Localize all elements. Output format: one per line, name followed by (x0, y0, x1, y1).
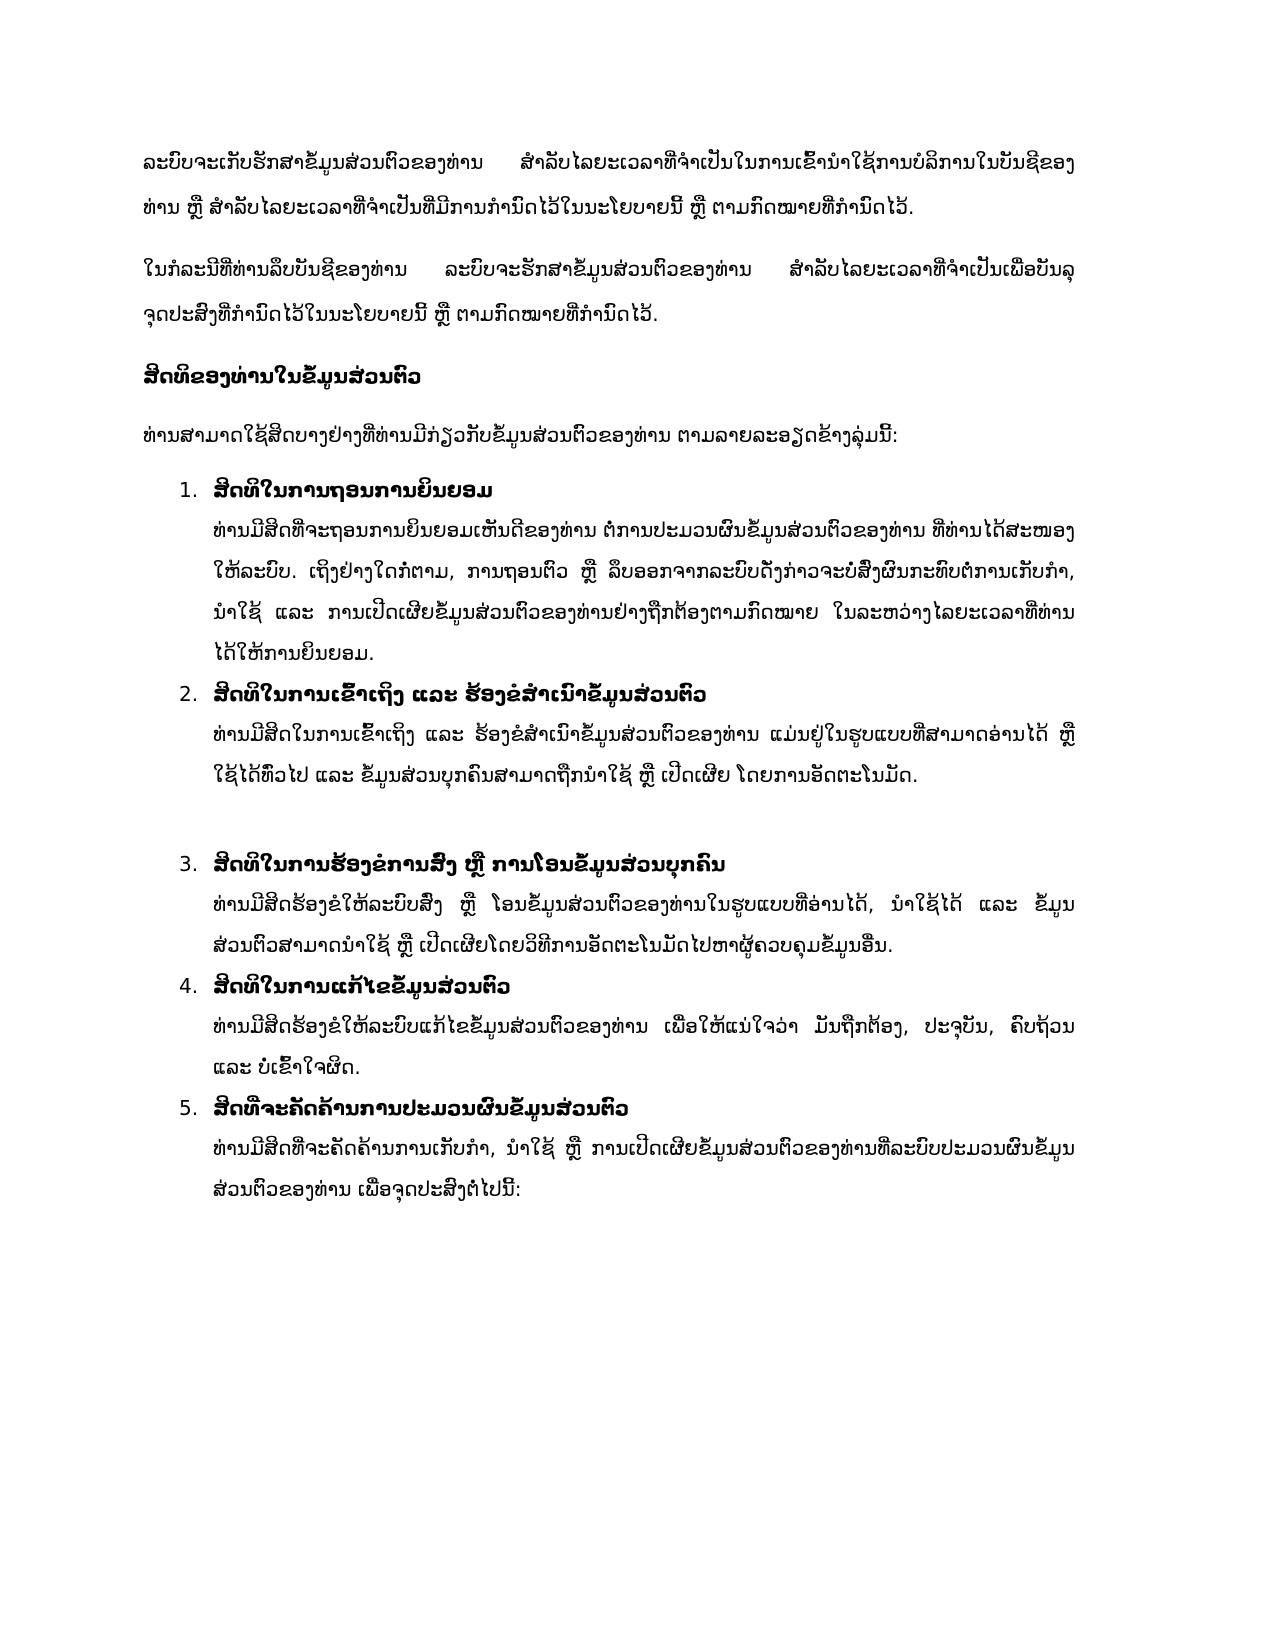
right-title: ສິດທິໃນການຮ້ອງຂໍການສົ່ງ ຫຼື ການໂອນຂໍ້ມູນສ່ວນບຸກຄົນ (213, 852, 726, 876)
right-item-data-portability (143, 844, 1075, 966)
right-item-withdraw-consent (143, 470, 1075, 674)
right-body: ທ່ານມີສິດຮ້ອງຂໍໃຫ້ລະບົບສົ່ງ ຫຼື ໂອນຂໍ້ມູນສ່ວນຕົວຂອງທ່ານໃນຮູບແບບທີ່ອ່ານໄດ້, ນຳໃຊ້ໄດ້ ແລະ ຂໍ້ມູນສ່ວນຕົວສາມາດນຳໃຊ້ ຫຼື ເປີດເຜີຍໂດຍວິທີການອັດຕະໂນມັດໄປຫາຜູ້ຄວບຄຸມຂໍ້ມູນອື່ນ. (213, 892, 1075, 957)
list-number: 5. (179, 1096, 199, 1120)
document-page (143, 140, 1075, 1210)
right-body: ທ່ານມີສິດຮ້ອງຂໍໃຫ້ລະບົບແກ້ໄຂຂໍ້ມູນສ່ວນຕົວຂອງທ່ານ ເພື່ອໃຫ້ແນ່ໃຈວ່າ ມັນຖືກຕ້ອງ, ປະຈຸບັນ, ຄົບຖ້ວນ ແລະ ບໍ່ເຂົ້າໃຈຜິດ. (213, 1014, 1075, 1079)
rights-list (143, 470, 1075, 1210)
right-body: ທ່ານມີສິດທີ່ຈະຄັດຄ້ານການເກັບກຳ, ນຳໃຊ້ ຫຼື ການເປີດເຜີຍຂໍ້ມູນສ່ວນຕົວຂອງທ່ານທີ່ລະບົບປະມວນຜົນຂໍ້ມູນສ່ວນຕົວຂອງທ່ານ ເພື່ອຈຸດປະສົງຕໍ່ໄປນີ້: (213, 1136, 1075, 1201)
list-number: 3. (179, 852, 199, 876)
right-item-rectification (143, 966, 1075, 1088)
list-number: 1. (179, 478, 199, 502)
right-title: ສິດທິໃນການເຂົ້າເຖິງ ແລະ ຮ້ອງຂໍສຳເນົາຂໍ້ມູນສ່ວນຕົວ (213, 682, 707, 706)
section-heading: ສິດທິຂອງທ່ານໃນຂໍ້ມູນສ່ວນຕົວ (143, 364, 422, 388)
list-number: 4. (179, 974, 199, 998)
account-deletion-paragraph: ໃນກໍລະນີທີ່ທ່ານລຶບບັນຊີຂອງທ່ານ ລະບົບຈະຮັກສາຂໍ້ມູນສ່ວນຕົວຂອງທ່ານ ສຳລັບໄລຍະເວລາທີ່ຈຳເປັນເພື່ອບັນລຸຈຸດປະສົງທີ່ກຳນົດໄວ້ໃນນະໂຍບາຍນີ້ ຫຼື ຕາມກົດໝາຍທີ່ກຳນົດໄວ້. (143, 257, 1075, 326)
retention-paragraph: ລະບົບຈະເກັບຮັກສາຂໍ້ມູນສ່ວນຕົວຂອງທ່ານ ສຳລັບໄລຍະເວລາທີ່ຈຳເປັນໃນການເຂົ້ານຳໃຊ້ການບໍລິການໃນບັນຊີຂອງທ່ານ ຫຼື ສຳລັບໄລຍະເວລາທີ່ຈຳເປັນທີ່ມີການກຳນົດໄວ້ໃນນະໂຍບາຍນີ້ ຫຼື ຕາມກົດໝາຍທີ່ກຳນົດໄວ້. (143, 150, 1075, 219)
section-intro: ທ່ານສາມາດໃຊ້ສິດບາງຢ່າງທີ່ທ່ານມີກ່ຽວກັບຂໍ້ມູນສ່ວນຕົວຂອງທ່ານ ຕາມລາຍລະອຽດຂ້າງລຸ່ມນີ້: (143, 423, 899, 447)
right-body: ທ່ານມີສິດໃນການເຂົ້າເຖິງ ແລະ ຮ້ອງຂໍສຳເນົາຂໍ້ມູນສ່ວນຕົວຂອງທ່ານ ແມ່ນຢູ່ໃນຮູບແບບທີ່ສາມາດອ່ານໄດ້ ຫຼື ໃຊ້ໄດ້ທົ່ວໄປ ແລະ ຂໍ້ມູນສ່ວນບຸກຄົນສາມາດຖືກນຳໃຊ້ ຫຼື ເປີດເຜີຍ ໂດຍການອັດຕະໂນມັດ. (213, 722, 1075, 787)
right-body: ທ່ານມີສິດທີ່ຈະຖອນການຍິນຍອມເຫັນດີຂອງທ່ານ ຕໍ່ການປະມວນຜົນຂໍ້ມູນສ່ວນຕົວຂອງທ່ານ ທີ່ທ່ານໄດ້ສະໜອງໃຫ້ລະບົບ. ເຖິງຢ່າງໃດກໍ່ຕາມ, ການຖອນຕົວ ຫຼື ລຶບອອກຈາກລະບົບດັ່ງກ່າວຈະບໍ່ສົ່ງຜົນກະທົບຕໍ່ການເກັບກຳ, ນຳໃຊ້ ແລະ ການເປີດເຜີຍຂໍ້ມູນສ່ວນຕົວຂອງທ່ານຢ່າງຖືກຕ້ອງຕາມກົດໝາຍ ໃນລະຫວ່າງໄລຍະເວລາທີ່ທ່ານໄດ້ໃຫ້ການຍິນຍອມ. (213, 518, 1076, 665)
right-item-object-processing (143, 1088, 1075, 1210)
list-number: 2. (179, 682, 199, 706)
right-title: ສິດທິໃນການຖອນການຍິນຍອມ (213, 478, 494, 502)
right-item-access-copy (143, 674, 1075, 796)
right-title: ສິດທີ່ຈະຄັດຄ້ານການປະມວນຜົນຂໍ້ມູນສ່ວນຕົວ (213, 1096, 630, 1120)
right-title: ສິດທິໃນການແກ້ໄຂຂໍ້ມູນສ່ວນຕົວ (213, 974, 511, 998)
